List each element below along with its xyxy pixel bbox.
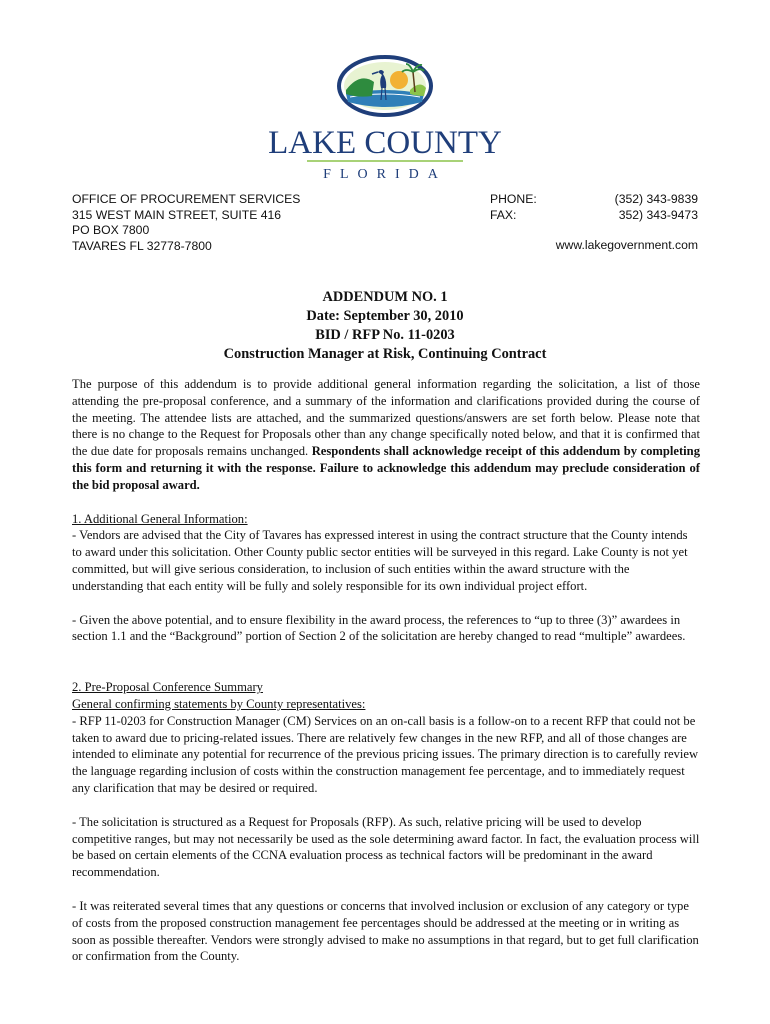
intro-text: The purpose of this addendum is to provide additional general information regarding the solicitation, a list of those attending the pre-proposal conference, and a summary of the information and clarifications provided during the course of the meeting. The attendee lists are attached, and the summarized questions/answers are set forth below. Please note that there is no change to the Request for Proposals other than any change specifically noted below, and that it is confirmed that the due date for proposals remains unchanged. [72, 377, 700, 459]
lake-county-logo-graphic [250, 50, 520, 190]
section2-subtitle: General confirming statements by County representatives: [72, 696, 366, 711]
logo-state-text: FLORIDA [323, 167, 447, 182]
website-link[interactable]: www.lakegovernment.com [555, 238, 698, 253]
addendum-body [72, 376, 700, 965]
office-name: OFFICE OF PROCUREMENT SERVICES [72, 192, 301, 206]
section2-title: 2. Pre-Proposal Conference Summary [72, 680, 263, 695]
section2-paragraph-1: - RFP 11-0203 for Construction Manager (CM) Services on an on-call basis is a follow-on to a recent RFP that could not be taken to award due to pricing-related issues. There are relatively few changes in the new RFP, and all of those changes are intended to eliminate any potential for recurrence of the previous pricing issues. The primary direction is to carefully review the language regarding inclusion of costs within the construction management fee percentage, and to immediately request any clarification that may be desired or required. [72, 713, 699, 795]
logo-name-text: LAKE COUNTY [268, 125, 502, 161]
addendum-heading [60, 288, 710, 364]
fax-label: FAX: [490, 207, 517, 222]
section2-paragraph-3: - It was reiterated several times that any questions or concerns that involved inclusion or exclusion of any category or type of costs from the proposed construction management fee percentages should be addressed at the meeting or in writing as soon as possible thereafter. Vendors were strongly advised to make no assumptions in that regard, but to get full clarification or confirmation from the County. [72, 898, 699, 964]
fax-number: 352) 343-9473 [618, 207, 698, 222]
section2-paragraph-2: - The solicitation is structured as a Request for Proposals (RFP). As such, relative pricing will be used to develop competitive ranges, but may not necessarily be used as the sole determining award factor. In fact, the evaluation process will be based on certain elements of the CCNA evaluation process as technical factors will be predominant in the award recommendation. [72, 814, 700, 880]
lake-county-logo [250, 50, 520, 190]
phone-row [490, 192, 698, 208]
section1-paragraph-2: - Given the above potential, and to ensure flexibility in the award process, the references to “up to three (3)” awardees in section 1.1 and the “Background” portion of Section 2 of the solicitation are hereby changed to read “multiple” awardees. [72, 612, 686, 644]
office-address-block [72, 192, 300, 254]
fax-row [490, 208, 698, 224]
addendum-date: Date: September 30, 2010 [306, 308, 464, 324]
intro-acknowledgement: Respondents shall acknowledge receipt of this addendum by completing this form and returning it with the response. Failure to acknowledge this addendum may preclude consideration of the bid proposal award. [72, 444, 700, 492]
phone-label: PHONE: [490, 192, 537, 206]
office-city-zip: TAVARES FL 32778-7800 [72, 238, 212, 253]
bid-number: BID / RFP No. 11-0203 [315, 327, 455, 343]
contract-title: Construction Manager at Risk, Continuing Contract [223, 346, 547, 362]
phone-number: (352) 343-9839 [614, 192, 698, 206]
addendum-number: ADDENDUM NO. 1 [322, 289, 448, 305]
office-street: 315 WEST MAIN STREET, SUITE 416 [72, 207, 282, 222]
contact-block [490, 192, 698, 254]
section1-title: 1. Additional General Information: [72, 511, 248, 526]
intro-paragraph [72, 376, 700, 494]
section1-paragraph-1: - Vendors are advised that the City of Tavares has expressed interest in using the contract structure that the County intends to award under this solicitation. Other County public sector entities will be surveyed in this regard. Lake County is not yet committed, but will give serious consideration, to inclusion of such entities within the award structure with the understanding that each entity will be fully and solely responsible for its own individual project effort. [72, 528, 688, 593]
office-po-box: PO BOX 7800 [72, 223, 150, 238]
